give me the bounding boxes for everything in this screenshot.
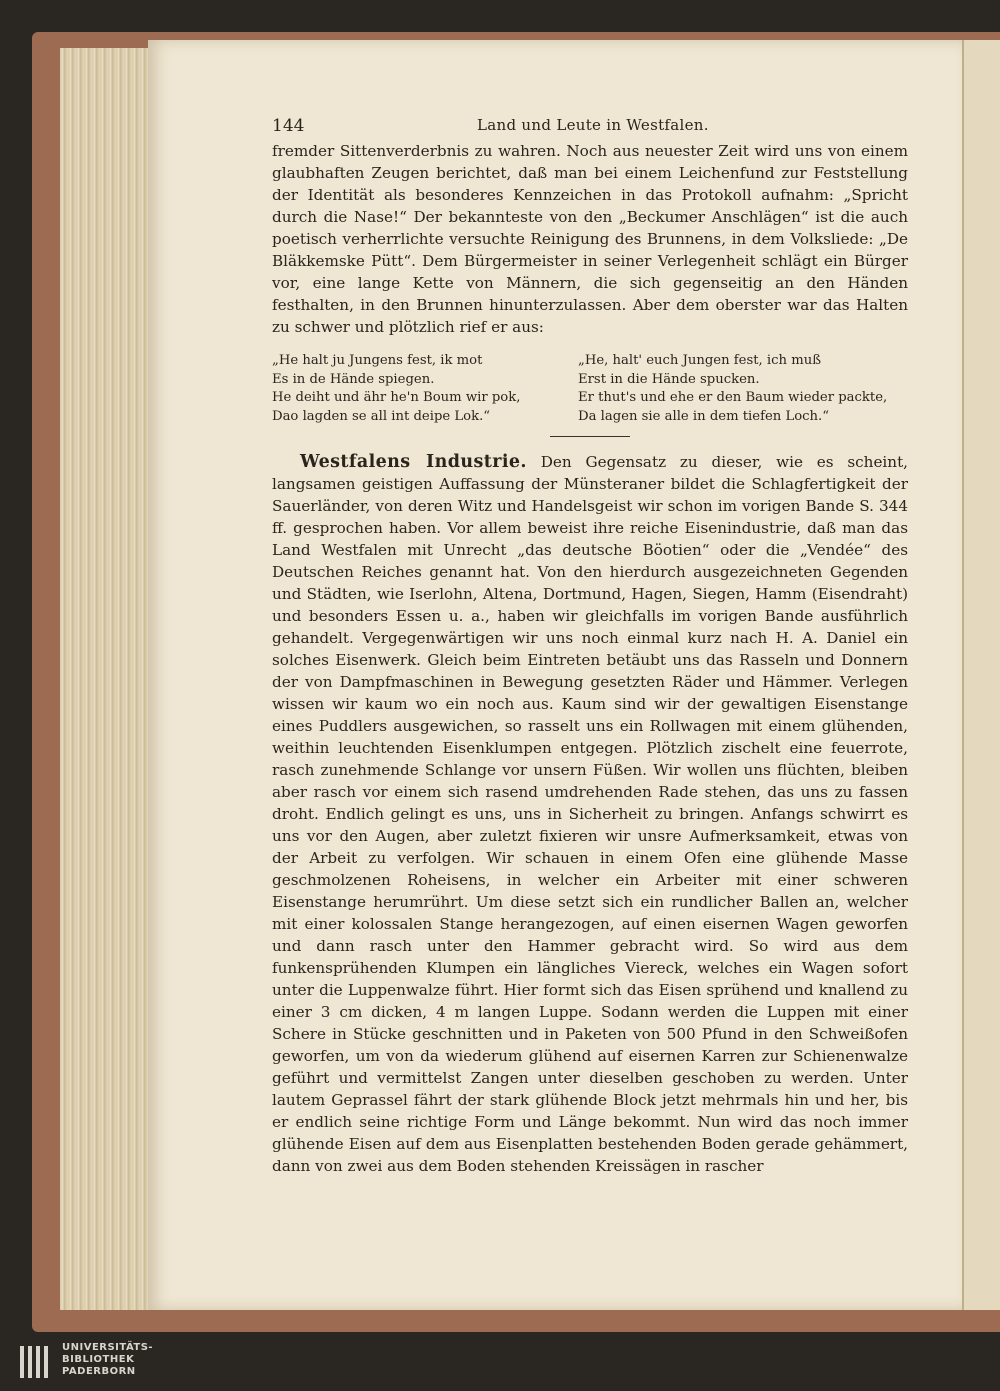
- section-text: Den Gegensatz zu dieser, wie es scheint, langsamen geistigen Auffassung der Münsteraner bildet die Schlagfertigkeit der Sauerländer, von deren Witz und Handelsgeist wir schon im vorigen Bande S. 344 ff. gesprochen haben. Vor allem beweist ihre reiche Eisenindustrie, daß man das Land Westfalen mit Unrecht „das deutsche Böotien“ oder die „Vendée“ des Deutschen Reiches genannt hat. Von den hierdurch ausgezeichneten Gegenden und Städten, wie Iserlohn, Altena, Dortmund, Hagen, Siegen, Hamm (Eisendraht) und besonders Essen u. a., haben wir gleichfalls im vorigen Bande ausführlich gehandelt. Vergegenwärtigen wir uns noch einmal kurz nach H. A. Daniel ein solches Eisenwerk. Gleich beim Eintreten betäubt uns das Rasseln und Donnern der von Dampfmaschinen in Bewegung gesetzten Räder und Hämmer. Verlegen wissen wir kaum wo ein noch aus. Kaum sind wir der gewaltigen Eisenstange eines Puddlers ausgewichen, so rasselt uns ein Rollwagen mit einem glühenden, weithin leuchtenden Eisenklumpen entgegen. Plötzlich zischelt eine feuerrote, rasch zunehmende Schlange vor unsern Füßen. Wir wollen uns flüchten, bleiben aber rasch vor einem sich rasend umdrehenden Rade stehen, das uns zu fassen droht. Endlich gelingt es uns, uns in Sicherheit zu bringen. Anfangs schwirrt es uns vor den Augen, aber zuletzt fixieren wir unsre Aufmerksamkeit, etwas von der Arbeit zu verfolgen. Wir schauen in einem Ofen eine glühende Masse geschmolzenen Roheisens, in welcher ein Arbeiter mit einer schweren Eisenstange herumrührt. Um diese setzt sich ein rundlicher Ballen an, welcher mit einer kolossalen Stange herangezogen, auf einen eisernen Wagen geworfen und dann rasch unter den Hammer gebracht wird. So wird aus dem funkensprühenden Klumpen ein längliches Viereck, welches ein Wagen sofort unter die Luppenwalze führt. Hier formt sich das Eisen sprühend und knallend zu einer 3 cm dicken, 4 m langen Luppe. Sodann werden die Luppen mit einer Schere in Stücke geschnitten und in Paketen von 500 Pfund in den Schweißofen geworfen, um von da wiederum glühend auf eisernen Karren zur Schienenwalze geführt und vermittelst Zangen unter dieselben geschoben zu werden. Unter lautem Geprassel fährt der stark glühende Block jetzt mehrmals hin und her, bis er endlich seine richtige Form und Länge bekommt. Nun wird das noch immer glühende Eisen auf dem aus Eisenplatten bestehenden Boden gerade gehämmert, dann von zwei aus dem Boden stehenden Kreissägen in rascher: [272, 453, 909, 1175]
- section-heading: Westfalens Industrie.: [300, 452, 527, 472]
- library-logo: [18, 1342, 178, 1382]
- running-header: [272, 112, 908, 140]
- running-title: Land und Leute in Westfalen.: [477, 116, 709, 134]
- paragraph-beckum: fremder Sittenverderbnis zu wahren. Noch aus neuester Zeit wird uns von einem glaubhaften Zeugen berichtet, daß man bei einem Leichenfund zur Feststellung der Identität als besonderes Kennzeichen in das Protokoll aufnahm: „Spricht durch die Nase!“ Der bekannteste von den „Beckumer Anschlägen“ ist die auch poetisch verherrlichte versuchte Reinigung des Brunnens, in dem Volksliede: „De Bläkkemske Pütt“. Dem Bürgermeister in seiner Verlegenheit schlägt ein Bürger vor, eine lange Kette von Männern, die sich gegenseitig an den Händen festhalten, in den Brunnen hinunterzulassen. Aber dem oberster war das Halten zu schwer und plötzlich rief er aus:: [272, 142, 908, 336]
- page-content: [272, 112, 908, 1177]
- library-logo-icon: [18, 1344, 50, 1380]
- page-edges: [60, 48, 160, 1310]
- section-divider: [550, 436, 630, 437]
- poem-block: [272, 352, 908, 426]
- paragraph-industrie: [272, 451, 908, 1177]
- library-logo-text: UNIVERSITÄTS- BIBLIOTHEK PADERBORN: [62, 1342, 154, 1377]
- poem-dialect: „He halt ju Jungens fest, ik mot Es in de Hände spiegen. He deiht und ähr he'n Boum wir pok, Dao lagden se all int deipe Lok.“: [272, 353, 521, 424]
- page-number: 144: [272, 116, 305, 136]
- facing-page-edge: [962, 40, 1000, 1310]
- poem-translation: „He, halt' euch Jungen fest, ich muß Erst in die Hände spucken. Er thut's und ehe er den Baum wieder packte, Da lagen sie alle in dem tiefen Loch.“: [578, 353, 888, 424]
